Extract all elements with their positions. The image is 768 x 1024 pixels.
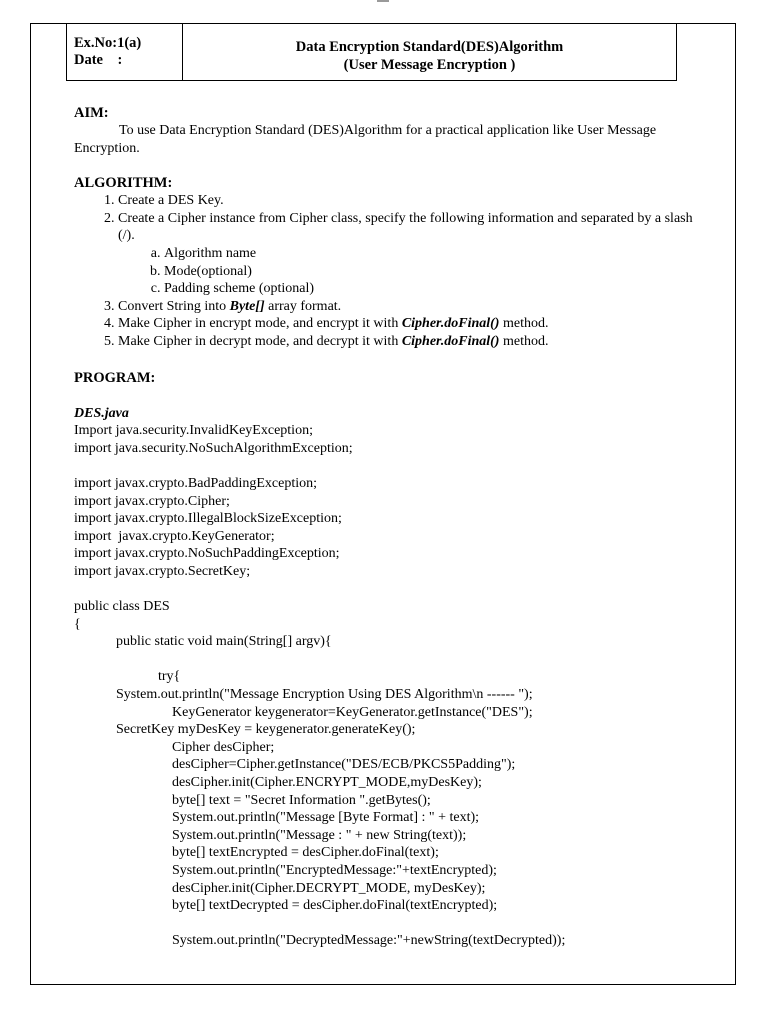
code-line: byte[] textEncrypted = desCipher.doFinal(text); [74,845,439,861]
algorithm-step [118,192,699,210]
step-text: array format. [264,298,342,314]
step-text: Create a Cipher instance from Cipher class, specify the following information and separated by a slash (/). [118,210,693,244]
algorithm-steps [74,192,699,350]
code-line: public static void main(String[] argv){ [74,634,332,650]
step-emphasis: Byte[] [229,298,265,314]
code-line: import javax.crypto.KeyGenerator; [74,528,275,544]
code-line: try{ [74,669,181,685]
code-line: desCipher=Cipher.getInstance("DES/ECB/PKCS5Padding"); [74,757,516,773]
code-line: import javax.crypto.SecretKey; [74,563,251,579]
code-line: System.out.println("DecryptedMessage:"+newString(textDecrypted)); [74,933,566,949]
code-line: System.out.println("Message Encryption Using DES Algorithm\n ------ "); [74,687,533,703]
step-text: Convert String into [118,298,230,314]
step-text: Make Cipher in encrypt mode, and encrypt it with [118,316,402,332]
code-line: SecretKey myDesKey = keygenerator.generateKey(); [74,722,416,738]
code-line: KeyGenerator keygenerator=KeyGenerator.getInstance("DES"); [74,704,533,720]
algorithm-step [118,210,699,298]
document-title: Data Encryption Standard(DES)Algorithm [295,39,564,55]
algorithm-step [118,298,699,316]
exercise-number: Ex.No:1(a) [74,35,142,51]
code-line: Import java.security.InvalidKeyException; [74,423,313,439]
step-text: method. [499,333,549,349]
header-title-cell [183,24,676,80]
code-line: byte[] textDecrypted = desCipher.doFinal(textEncrypted); [74,898,498,914]
document-body [74,104,699,950]
program-heading: PROGRAM: [74,369,156,386]
code-line: System.out.println("Message : " + new String(text)); [74,827,467,843]
page-top-mark [377,0,389,2]
algorithm-substep: c. Padding scheme (optional) [164,280,699,298]
code-line: { [74,616,81,632]
aim-text: To use Data Encryption Standard (DES)Algorithm for a practical application like User Message Encryption. [74,123,657,156]
algorithm-step [118,315,699,333]
algorithm-heading: ALGORITHM: [74,175,173,192]
code-line: import javax.crypto.NoSuchPaddingException; [74,546,340,562]
algorithm-substeps [118,245,699,298]
program-file-name: DES.java [74,405,129,421]
code-line: import javax.crypto.BadPaddingException; [74,475,318,491]
header-table [66,23,677,81]
exercise-date: Date : [74,52,123,68]
step-text: method. [499,316,549,332]
code-line [74,651,699,669]
code-line: desCipher.init(Cipher.ENCRYPT_MODE,myDesKey); [74,775,482,790]
header-left-cell [67,24,183,80]
code-line: byte[] text = "Secret Information ".getBytes(); [74,792,431,808]
code-line: Cipher desCipher; [74,739,275,755]
code-line: import javax.crypto.IllegalBlockSizeException; [74,511,342,527]
code-line [74,580,699,598]
aim-heading: AIM: [74,105,109,121]
step-text: Create a DES Key. [118,193,224,209]
document-subtitle: (User Message Encryption ) [343,57,516,73]
program-code [74,422,699,950]
code-line: import java.security.NoSuchAlgorithmException; [74,440,353,456]
code-line [74,457,699,475]
code-line: desCipher.init(Cipher.DECRYPT_MODE, myDesKey); [74,880,486,896]
algorithm-step [118,333,699,351]
code-line: System.out.println("EncryptedMessage:"+textEncrypted); [74,862,497,878]
algorithm-substep: b. Mode(optional) [164,263,699,281]
step-text: Make Cipher in decrypt mode, and decrypt it with [118,333,402,349]
step-emphasis: Cipher.doFinal() [401,333,500,349]
step-emphasis: Cipher.doFinal() [401,316,500,332]
code-line: import javax.crypto.Cipher; [74,493,230,509]
code-line: System.out.println("Message [Byte Format] : " + text); [74,810,480,826]
algorithm-substep: a. Algorithm name [164,245,699,263]
code-line [74,915,699,933]
code-line: public class DES [74,599,170,615]
